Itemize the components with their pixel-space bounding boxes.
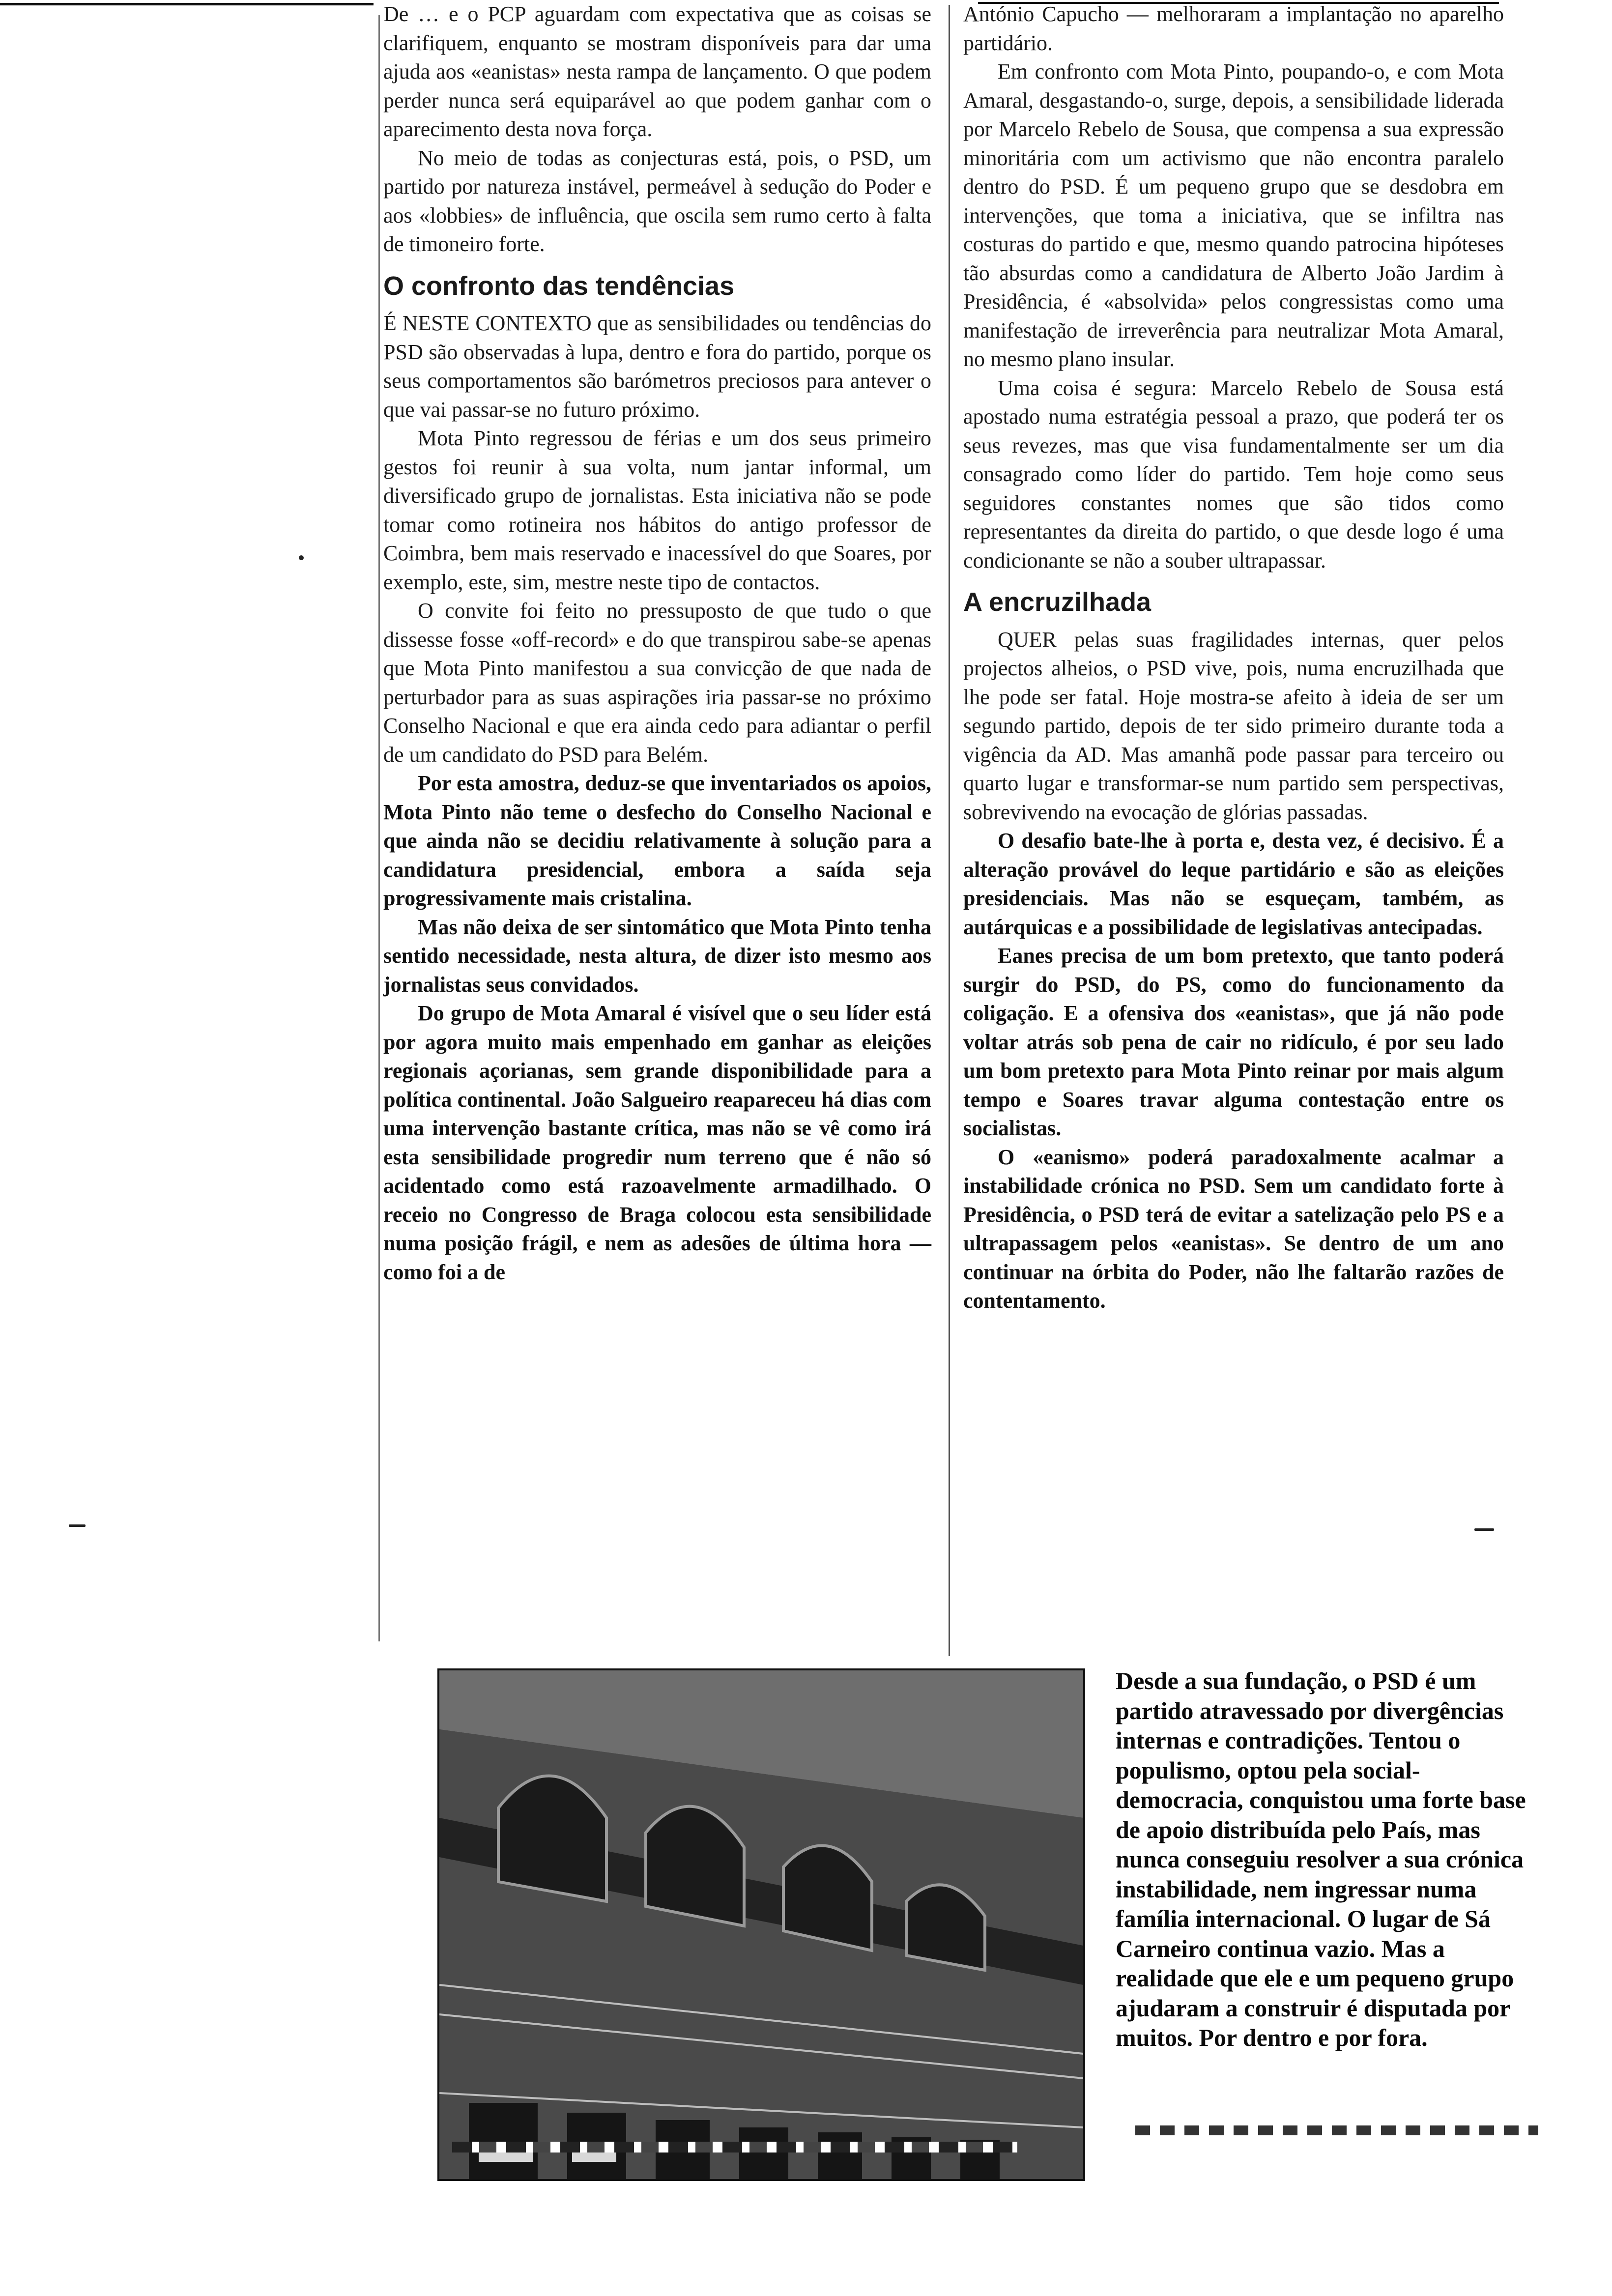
bottom-scan-noise [452,2142,1017,2152]
paragraph: Do grupo de Mota Amaral é visível que o seu líder está por agora muito mais empenhado em ganhar as eleições regionais açorianas, sem grande disponibilidade para a política continental. João Salgueiro reapareceu há dias com uma intervenção bastante crítica, mas não se vê como irá esta sensibilidade progredir num terreno que é não só acidentado como está razoavelmente armadilhado. O receio no Congresso de Braga colocou esta sensibilidade numa posição frágil, e nem as adesões de última hora — como foi a de [383,1001,931,1284]
section-heading: O confronto das tendências [383,271,735,301]
paragraph: QUER pelas suas fragilidades internas, quer pelos projectos alheios, o PSD vive, pois, numa encruzilhada que lhe pode ser fatal. Hoje mostra-se afeito à ideia de ser um segundo partido, depois de ter sido primeiro durante toda a vigência da AD. Mas amanhã pode passar para terceiro ou quarto lugar e transformar-se num partido sem perspectivas, sobrevivendo na evocação de glórias passadas. [963,627,1504,824]
paragraph: Uma coisa é segura: Marcelo Rebelo de Sousa está apostado numa estratégia pessoal a prazo, que poderá ter os seus revezes, mas que visa fundamentalmente ser um dia consagrado como líder do partido. Tem hoje como seus seguidores constantes nomes que são tidos como representantes da direita do partido, o que desde logo é uma condicionante se não a souber ultrapassar. [963,375,1504,573]
paragraph: No meio de todas as conjecturas está, pois, o PSD, um partido por natureza instável, permeável à sedução do Poder e aos «lobbies» de influência, que oscila sem rumo certo à falta de timoneiro forte. [383,145,931,256]
paragraph: O «eanismo» poderá paradoxalmente acalmar a instabilidade crónica no PSD. Sem um candidato forte à Presidência, o PSD terá de evitar a satelização pelo PS e a ultrapassagem pelos «eanistas». Se dentro de um ano continuar na órbita do Poder, não lhe faltarão razões de contentamento. [963,1145,1504,1313]
column-divider [949,5,950,1656]
paragraph: Eanes precisa de um bom pretexto, que tanto poderá surgir do PSD, do PS, como do funcionamento da coligação. E a ofensiva dos «eanistas», que já não pode voltar atrás sob pena de cair no ridículo, é por seu lado um bom pretexto para Mota Pinto reinar por mais algum tempo e Soares travar alguma contestação entre os socialistas. [963,944,1504,1140]
left-article-column [383,0,931,1287]
paragraph: António Capucho — melhoraram a implantação no aparelho partidário. [963,2,1504,55]
paragraph: Mas não deixa de ser sintomático que Mota Pinto tenha sentido necessidade, nesta altura, de dizer isto mesmo aos jornalistas seus convidados. [383,915,931,997]
left-margin-rule [378,15,380,1641]
building-photo [437,1668,1085,2181]
scan-speck [1474,1528,1494,1531]
scan-top-rule [0,3,374,5]
paragraph: É NESTE CONTEXTO que as sensibilidades ou tendências do PSD são observadas à lupa, dentro e fora do partido, porque os seus comportamentos são barómetros preciosos para antever o que vai passar-se no futuro próximo. [383,311,931,422]
paragraph: Por esta amostra, deduz-se que inventariados os apoios, Mota Pinto não teme o desfecho do Conselho Nacional e que ainda não se decidiu relativamente à solução para a candidatura presidencial, embora a saída seja progressivamente mais cristalina. [383,771,931,910]
paragraph: Mota Pinto regressou de férias e um dos seus primeiro gestos foi reunir à sua volta, num jantar informal, um diversificado grupo de jornalistas. Esta iniciativa não se pode tomar como rotineira nos hábitos do antigo professor de Coimbra, bem mais reservado e inacessível do que Soares, por exemplo, este, sim, mestre neste tipo de contactos. [383,426,931,594]
building-facade-image [439,1670,1083,2179]
bottom-scan-noise-right [1135,2125,1538,2135]
paragraph: O convite foi feito no pressuposto de que tudo o que dissesse fosse «off-record» e do que transpirou sabe-se apenas que Mota Pinto manifestou a sua convicção de que nada de perturbador para as suas aspirações iria passar-se no próximo Conselho Nacional e que era ainda cedo para adiantar o perfil de um candidato do PSD para Belém. [383,599,931,767]
paragraph: De … e o PCP aguardam com expectativa que as coisas se clarifiquem, enquanto se mostram disponíveis para dar uma ajuda aos «eanistas» nesta rampa de lançamento. O que podem perder nunca será equiparável ao que podem ganhar com o aparecimento desta nova força. [383,2,931,141]
scan-speck [299,555,304,560]
scan-speck [69,1524,86,1527]
section-heading: A encruzilhada [963,587,1151,617]
paragraph: Em confronto com Mota Pinto, poupando-o, e com Mota Amaral, desgastando-o, surge, depois, a sensibilidade liderada por Marcelo Rebelo de Sousa, que compensa a sua expressão minoritária com um activismo que não encontra paralelo dentro do PSD. É um pequeno grupo que se desdobra em intervenções, que toma a iniciativa, que se infiltra nas costuras do partido e que, mesmo quando patrocina hipóteses tão absurdas como a candidatura de Alberto João Jardim à Presidência, é «absolvida» pelos congressistas como uma manifestação de irreverência para neutralizar Mota Amaral, no mesmo plano insular. [963,59,1504,371]
paragraph: O desafio bate-lhe à porta e, desta vez, é decisivo. É a alteração provável do leque partidário e são as eleições presidenciais. Mas não se esqueçam, também, as autárquicas e a possibilidade de legislativas antecipadas. [963,829,1504,939]
right-article-column [963,0,1504,1316]
photo-caption: Desde a sua fundação, o PSD é um partido atravessado por divergências internas e contradições. Tentou o populismo, optou pela social-democracia, conquistou uma forte base de apoio distribuída pelo País, mas nunca conseguiu resolver a sua crónica instabilidade, nem ingressar numa família internacional. O lugar de Sá Carneiro continua vazio. Mas a realidade que ele e um pequeno grupo ajudaram a construir é disputada por muitos. Por dentro e por fora. [1116,1667,1526,2051]
